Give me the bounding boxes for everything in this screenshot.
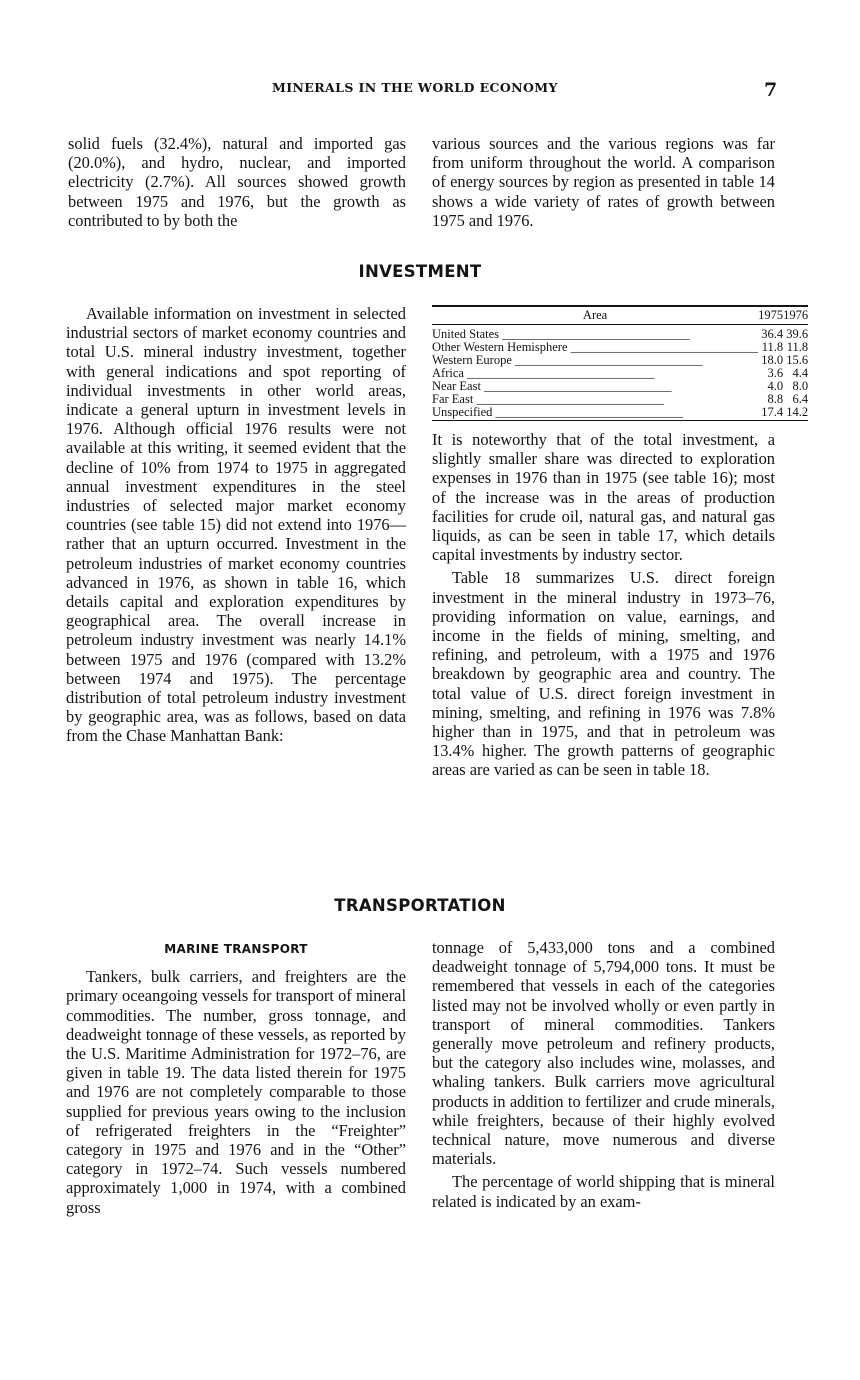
area-cell: United States ______________________________ bbox=[432, 327, 690, 341]
paragraph: It is noteworthy that of the total investment, a slightly smaller share was directed to exploration expenses in 1976 than in 1975 (see table 16); most of the increase was in the areas of production facilities for crude oil, natural gas, and natural gas liquids, as can be seen in table 17, which details capital investments by industry sector. bbox=[432, 430, 775, 565]
investment-left-column bbox=[66, 304, 406, 746]
value-1975-cell: 8.8 bbox=[767, 392, 784, 406]
paragraph: solid fuels (32.4%), natural and imported gas (20.0%), and hydro, nuclear, and imported electricity (2.7%). All sources showed growth between 1975 and 1976, but the growth as contributed to by both the bbox=[68, 134, 406, 230]
transportation-right-column bbox=[432, 938, 775, 1211]
transportation-heading: TRANSPORTATION bbox=[334, 896, 506, 915]
column-header-1976: 1976 bbox=[783, 306, 808, 325]
area-cell: Far East ______________________________ bbox=[432, 393, 664, 406]
table-row bbox=[432, 380, 808, 393]
area-cell: Near East ______________________________ bbox=[432, 380, 672, 393]
value-1976-cell: 4.4 bbox=[792, 366, 809, 380]
area-cell: Other Western Hemisphere ______________________________ bbox=[432, 341, 759, 354]
value-1976-cell: 14.2 bbox=[783, 406, 808, 421]
running-title: MINERALS IN THE WORLD ECONOMY bbox=[272, 80, 558, 95]
paragraph: tonnage of 5,433,000 tons and a combined deadweight tonnage of 5,794,000 tons. It must be remembered that vessels in each of the categories listed may not be involved wholly or even partly in transport of mineral commodities. Tankers generally move petroleum and refinery products, but the category also includes wine, molasses, and whaling tankers. Bulk carriers move agricultural products in addition to fertilizer and crude minerals, while freighters, because of their highly evolved technical nature, move numerous and diverse materials. bbox=[432, 938, 775, 1169]
investment-heading: INVESTMENT bbox=[358, 262, 482, 281]
paragraph: Available information on investment in selected industrial sectors of market economy countries and total U.S. mineral industry investment, together with general indications and spot reporting of individual investments in other world areas, indicate a general upturn in investment levels in 1976. Although official 1976 results were not available at this writing, it seemed evident that the decline of 10% from 1974 to 1975 in aggregated annual investment expenditures in the steel industries of selected major market economy countries (see table 15) did not extend into 1976—rather that an upturn occurred. Investment in the petroleum industries of market economy countries advanced in 1976, as shown in table 16, which details capital and exploration expenditures by geographical area. The overall increase in petroleum industry investment was nearly 14.1% between 1975 and 1976 (compared with 13.2% between 1974 and 1975). The percentage distribution of total petroleum industry investment by geographic area, was as follows, based on data from the Chase Manhattan Bank: bbox=[66, 304, 406, 746]
table-row bbox=[432, 325, 808, 342]
paragraph: Table 18 summarizes U.S. direct foreign investment in the mineral industry in 1973–76, providing information on value, earnings, and income in the fields of mining, smelting, and refining, and petroleum, with a 1975 and 1976 breakdown by geographic area and country. The total value of U.S. direct foreign investment in mining, smelting, and refining in 1976 was 7.8% higher than in 1975, and that in petroleum was 13.4% higher. The growth patterns of geographic areas are varied as can be seen in table 18. bbox=[432, 568, 775, 780]
table-row bbox=[432, 393, 808, 406]
area-cell: Western Europe ______________________________ bbox=[432, 354, 703, 367]
value-1976-cell: 6.4 bbox=[792, 392, 809, 406]
top-right-column bbox=[432, 134, 775, 230]
value-1975-cell: 17.4 bbox=[758, 406, 783, 421]
value-1976-cell: 8.0 bbox=[792, 379, 809, 393]
area-cell: Unspecified ______________________________ bbox=[432, 406, 758, 421]
value-1975-cell: 11.8 bbox=[761, 340, 784, 354]
value-1976-cell: 39.6 bbox=[786, 327, 809, 341]
paragraph: Tankers, bulk carriers, and freighters are the primary oceangoing vessels for transport of mineral commodities. The number, gross tonnage, and deadweight tonnage of these vessels, as reported by the U.S. Maritime Administration for 1972–76, are given in table 19. The data listed therein for 1975 and 1976 are not completely comparable to those supplied for previous years owing to the inclusion of refrigerated freighters in the “Freighter” category in 1975 and 1976 and in the “Other” category in 1972–74. Such vessels numbered approximately 1,000 in 1974, with a combined gross bbox=[66, 967, 406, 1217]
table-header-row bbox=[432, 306, 808, 325]
value-1976-cell: 15.6 bbox=[786, 353, 809, 367]
table-row bbox=[432, 367, 808, 380]
investment-distribution-table bbox=[432, 305, 808, 421]
marine-transport-subheading: MARINE TRANSPORT bbox=[164, 942, 308, 956]
value-1975-cell: 4.0 bbox=[767, 379, 784, 393]
top-left-column bbox=[68, 134, 406, 230]
value-1975-cell: 3.6 bbox=[767, 366, 784, 380]
page-number: 7 bbox=[764, 79, 778, 101]
table-row bbox=[432, 341, 808, 354]
table-row bbox=[432, 354, 808, 367]
table-row bbox=[432, 406, 808, 421]
paragraph: various sources and the various regions was far from uniform throughout the world. A comparison of energy sources by region as presented in table 14 shows a wide variety of rates of growth between 1975 and 1976. bbox=[432, 134, 775, 230]
column-header-area: Area bbox=[432, 306, 758, 325]
value-1975-cell: 18.0 bbox=[761, 353, 784, 367]
investment-right-column bbox=[432, 430, 775, 780]
column-header-1975: 1975 bbox=[758, 306, 783, 325]
value-1976-cell: 11.8 bbox=[786, 340, 809, 354]
paragraph: The percentage of world shipping that is mineral related is indicated by an exam- bbox=[432, 1172, 775, 1211]
area-cell: Africa ______________________________ bbox=[432, 367, 655, 380]
value-1975-cell: 36.4 bbox=[761, 327, 784, 341]
transportation-left-column bbox=[66, 940, 406, 1217]
